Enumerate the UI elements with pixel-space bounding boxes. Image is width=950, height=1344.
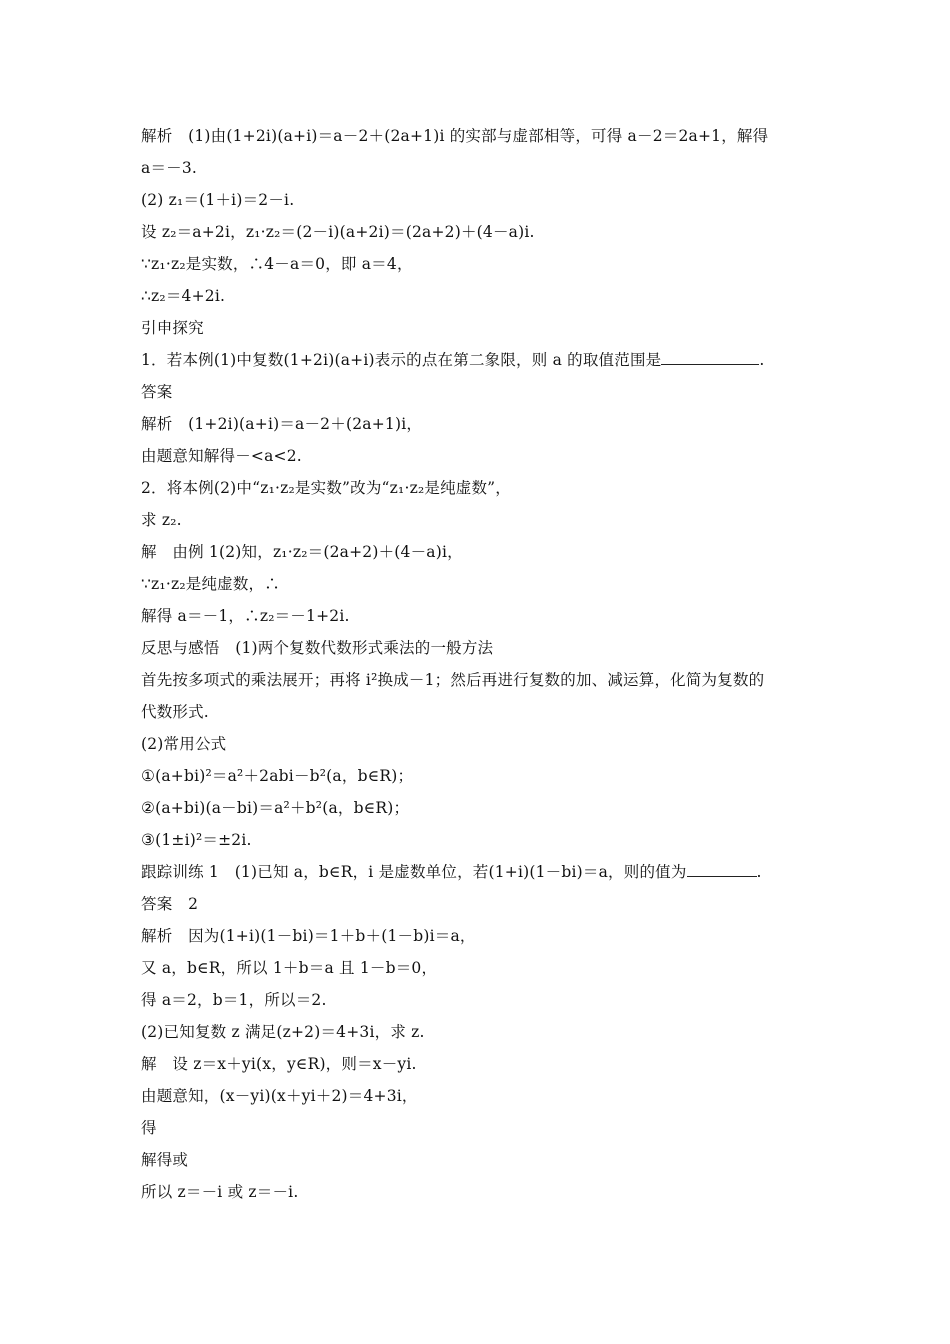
text-line: 解得或 [141, 1151, 189, 1169]
text-line: 求 z₂. [141, 511, 182, 529]
text-line: 解析 (1+2i)(a+i)＝a－2＋(2a+1)i， [141, 415, 423, 433]
formula-line: ①(a+bi)²＝a²＋2abi－b²(a，b∈R)； [141, 767, 414, 785]
question-line [141, 862, 762, 882]
text-line: 解 由例 1(2)知，z₁·z₂＝(2a+2)＋(4－a)i， [141, 543, 463, 561]
text-line: 答案 2 [141, 895, 199, 913]
text-line: 又 a，b∈R，所以 1＋b＝a 且 1－b＝0， [141, 959, 438, 977]
text-line: 2．将本例(2)中“z₁·z₂是实数”改为“z₁·z₂是纯虚数”， [141, 479, 511, 497]
text-line: 解析 (1)由(1+2i)(a+i)＝a－2＋(2a+1)i 的实部与虚部相等，可得 a－2＝2a+1，解得 [141, 127, 769, 145]
text-line: 由题意知解得－<a<2. [141, 447, 302, 465]
text-line: a＝－3. [141, 159, 198, 177]
text-line: (2)常用公式 [141, 735, 227, 753]
line-end-punct: . [756, 863, 762, 881]
text-line: 解得 a＝－1，∴z₂＝－1+2i. [141, 607, 350, 625]
text-line: ∵z₁·z₂是纯虚数，∴ [141, 575, 280, 593]
text-line: (2)已知复数 z 满足(z+2)＝4+3i，求 z. [141, 1023, 425, 1041]
line-end-punct: . [759, 351, 765, 369]
text-line: 由题意知，(x－yi)(x＋yi＋2)＝4+3i， [141, 1087, 418, 1105]
text-line: 代数形式. [141, 703, 209, 721]
text-line: ∴z₂＝4+2i. [141, 287, 226, 305]
question-text: 1．若本例(1)中复数(1+2i)(a+i)表示的点在第二象限，则 a 的取值范围是 [141, 351, 662, 369]
text-line: 得 a＝2，b＝1，所以＝2. [141, 991, 327, 1009]
question-line [141, 350, 765, 370]
text-line: 首先按多项式的乘法展开；再将 i²换成－1；然后再进行复数的加、减运算，化简为复数的 [141, 671, 765, 689]
text-line: (2) z₁＝(1＋i)＝2－i. [141, 191, 295, 209]
section-heading: 引申探究 [141, 319, 204, 337]
text-line: 所以 z＝－i 或 z＝－i. [141, 1183, 299, 1201]
section-heading: 反思与感悟 (1)两个复数代数形式乘法的一般方法 [141, 639, 494, 657]
answer-blank [687, 862, 757, 877]
formula-line: ②(a+bi)(a－bi)＝a²＋b²(a，b∈R)； [141, 799, 410, 817]
text-line: ∵z₁·z₂是实数，∴4－a＝0，即 a＝4， [141, 255, 413, 273]
text-line: 解析 因为(1+i)(1－bi)＝1＋b＋(1－b)i＝a， [141, 927, 476, 945]
formula-line: ③(1±i)²＝±2i. [141, 831, 252, 849]
text-line: 答案 [141, 383, 173, 401]
text-line: 解 设 z＝x＋yi(x，y∈R)，则＝x－yi. [141, 1055, 417, 1073]
answer-blank [661, 350, 759, 365]
text-line: 得 [141, 1119, 157, 1137]
text-line: 设 z₂＝a+2i，z₁·z₂＝(2－i)(a+2i)＝(2a+2)＋(4－a)i. [141, 223, 535, 241]
question-text: 跟踪训练 1 (1)已知 a，b∈R，i 是虚数单位，若(1+i)(1－bi)＝a，则的值为 [141, 863, 687, 881]
